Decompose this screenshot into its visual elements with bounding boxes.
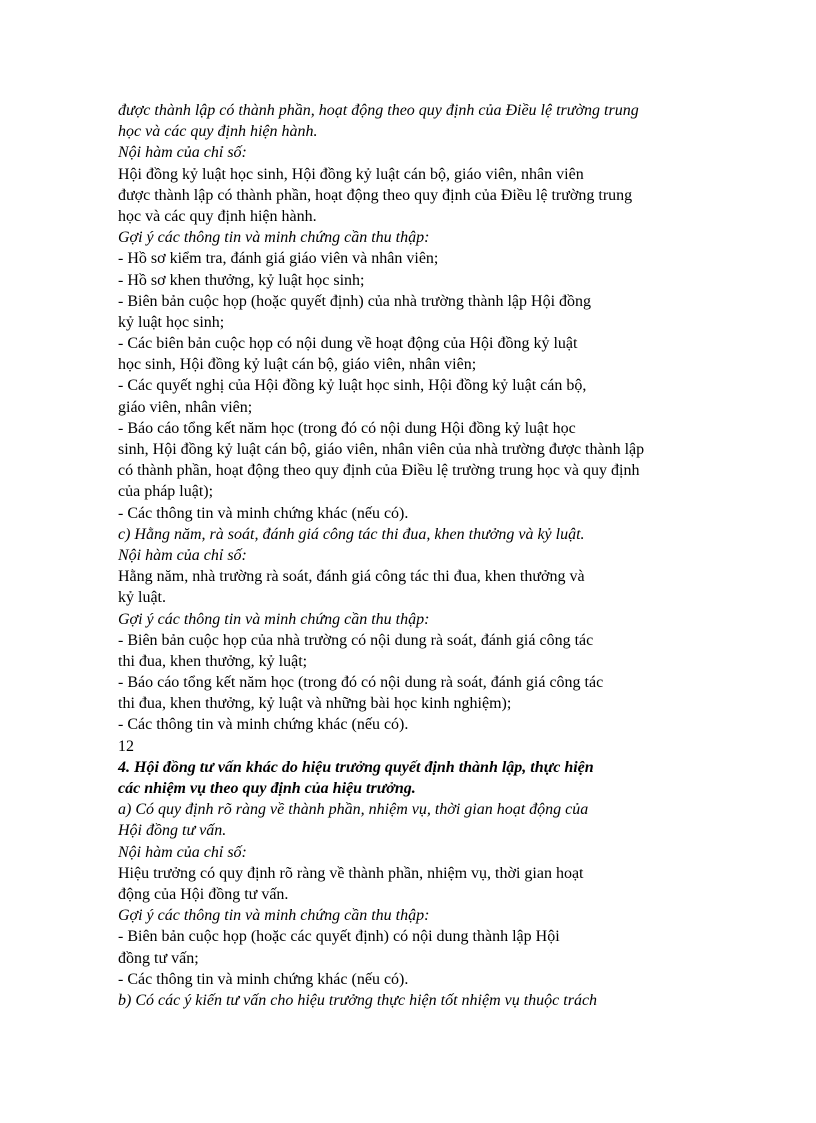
italic-text-line: học và các quy định hiện hành. [118, 123, 318, 141]
text-line: - Biên bản cuộc họp (hoặc các quyết định) có nội dung thành lập Hội [118, 928, 560, 946]
text-line: học sinh, Hội đồng kỷ luật cán bộ, giáo viên, nhân viên; [118, 356, 477, 374]
text-line: giáo viên, nhân viên; [118, 398, 253, 416]
text-line: - Các thông tin và minh chứng khác (nếu có). [118, 970, 409, 988]
text-line: - Hồ sơ kiểm tra, đánh giá giáo viên và nhân viên; [118, 250, 439, 268]
text-line: Hiệu trưởng có quy định rõ ràng về thành phần, nhiệm vụ, thời gian hoạt [118, 864, 584, 882]
section-heading-line: các nhiệm vụ theo quy định của hiệu trưởng. [118, 780, 416, 797]
text-line: thi đua, khen thưởng, kỷ luật; [118, 652, 308, 670]
text-line: sinh, Hội đồng kỷ luật cán bộ, giáo viên, nhân viên của nhà trường được thành lập [118, 441, 645, 458]
text-line: của pháp luật); [118, 483, 214, 501]
text-line: - Báo cáo tổng kết năm học (trong đó có nội dung Hội đồng kỷ luật học [118, 419, 576, 437]
text-line: Hằng năm, nhà trường rà soát, đánh giá công tác thi đua, khen thưởng và [118, 568, 585, 586]
italic-text-line: b) Có các ý kiến tư vấn cho hiệu trưởng thực hiện tốt nhiệm vụ thuộc trách [118, 991, 598, 1009]
text-line: - Các quyết nghị của Hội đồng kỷ luật học sinh, Hội đồng kỷ luật cán bộ, [118, 377, 587, 395]
text-line: - Biên bản cuộc họp của nhà trường có nội dung rà soát, đánh giá công tác [118, 631, 594, 649]
text-line: - Các thông tin và minh chứng khác (nếu có). [118, 716, 409, 734]
text-line: động của Hội đồng tư vấn. [118, 885, 289, 903]
section-heading-line: 4. Hội đồng tư vấn khác do hiệu trưởng quyết định thành lập, thực hiện [118, 758, 594, 776]
italic-text-line: Gợi ý các thông tin và minh chứng cần thu thập: [118, 610, 430, 628]
italic-text-line: Nội hàm của chỉ số: [118, 843, 247, 861]
italic-text-line: Gợi ý các thông tin và minh chứng cần thu thập: [118, 229, 430, 247]
italic-text-line: a) Có quy định rõ ràng về thành phần, nhiệm vụ, thời gian hoạt động của [118, 801, 589, 819]
italic-text-line: được thành lập có thành phần, hoạt động theo quy định của Điều lệ trường trung [118, 102, 639, 119]
italic-text-line: c) Hằng năm, rà soát, đánh giá công tác thi đua, khen thưởng và kỷ luật. [118, 525, 585, 543]
text-line: - Biên bản cuộc họp (hoặc quyết định) của nhà trường thành lập Hội đồng [118, 292, 592, 310]
text-line: đồng tư vấn; [118, 949, 199, 967]
text-line: - Các thông tin và minh chứng khác (nếu có). [118, 504, 409, 522]
text-line: - Báo cáo tổng kết năm học (trong đó có nội dung rà soát, đánh giá công tác [118, 674, 604, 692]
text-line: thi đua, khen thưởng, kỷ luật và những bài học kinh nghiệm); [118, 695, 512, 713]
document-body [118, 100, 718, 1011]
text-line: kỷ luật học sinh; [118, 313, 225, 331]
italic-text-line: Gợi ý các thông tin và minh chứng cần thu thập: [118, 907, 430, 925]
text-line: được thành lập có thành phần, hoạt động theo quy định của Điều lệ trường trung [118, 186, 633, 204]
text-line: kỷ luật. [118, 589, 166, 607]
text-line: học và các quy định hiện hành. [118, 207, 317, 225]
italic-text-line: Nội hàm của chỉ số: [118, 546, 247, 564]
text-line: Hội đồng kỷ luật học sinh, Hội đồng kỷ luật cán bộ, giáo viên, nhân viên [118, 165, 584, 183]
text-line: - Hồ sơ khen thưởng, kỷ luật học sinh; [118, 271, 365, 289]
text-line: - Các biên bản cuộc họp có nội dung về hoạt động của Hội đồng kỷ luật [118, 335, 578, 353]
page-number: 12 [118, 737, 134, 755]
text-line: có thành phần, hoạt động theo quy định của Điều lệ trường trung học và quy định [118, 462, 640, 480]
italic-text-line: Hội đồng tư vấn. [118, 822, 227, 840]
italic-text-line: Nội hàm của chỉ số: [118, 144, 247, 162]
